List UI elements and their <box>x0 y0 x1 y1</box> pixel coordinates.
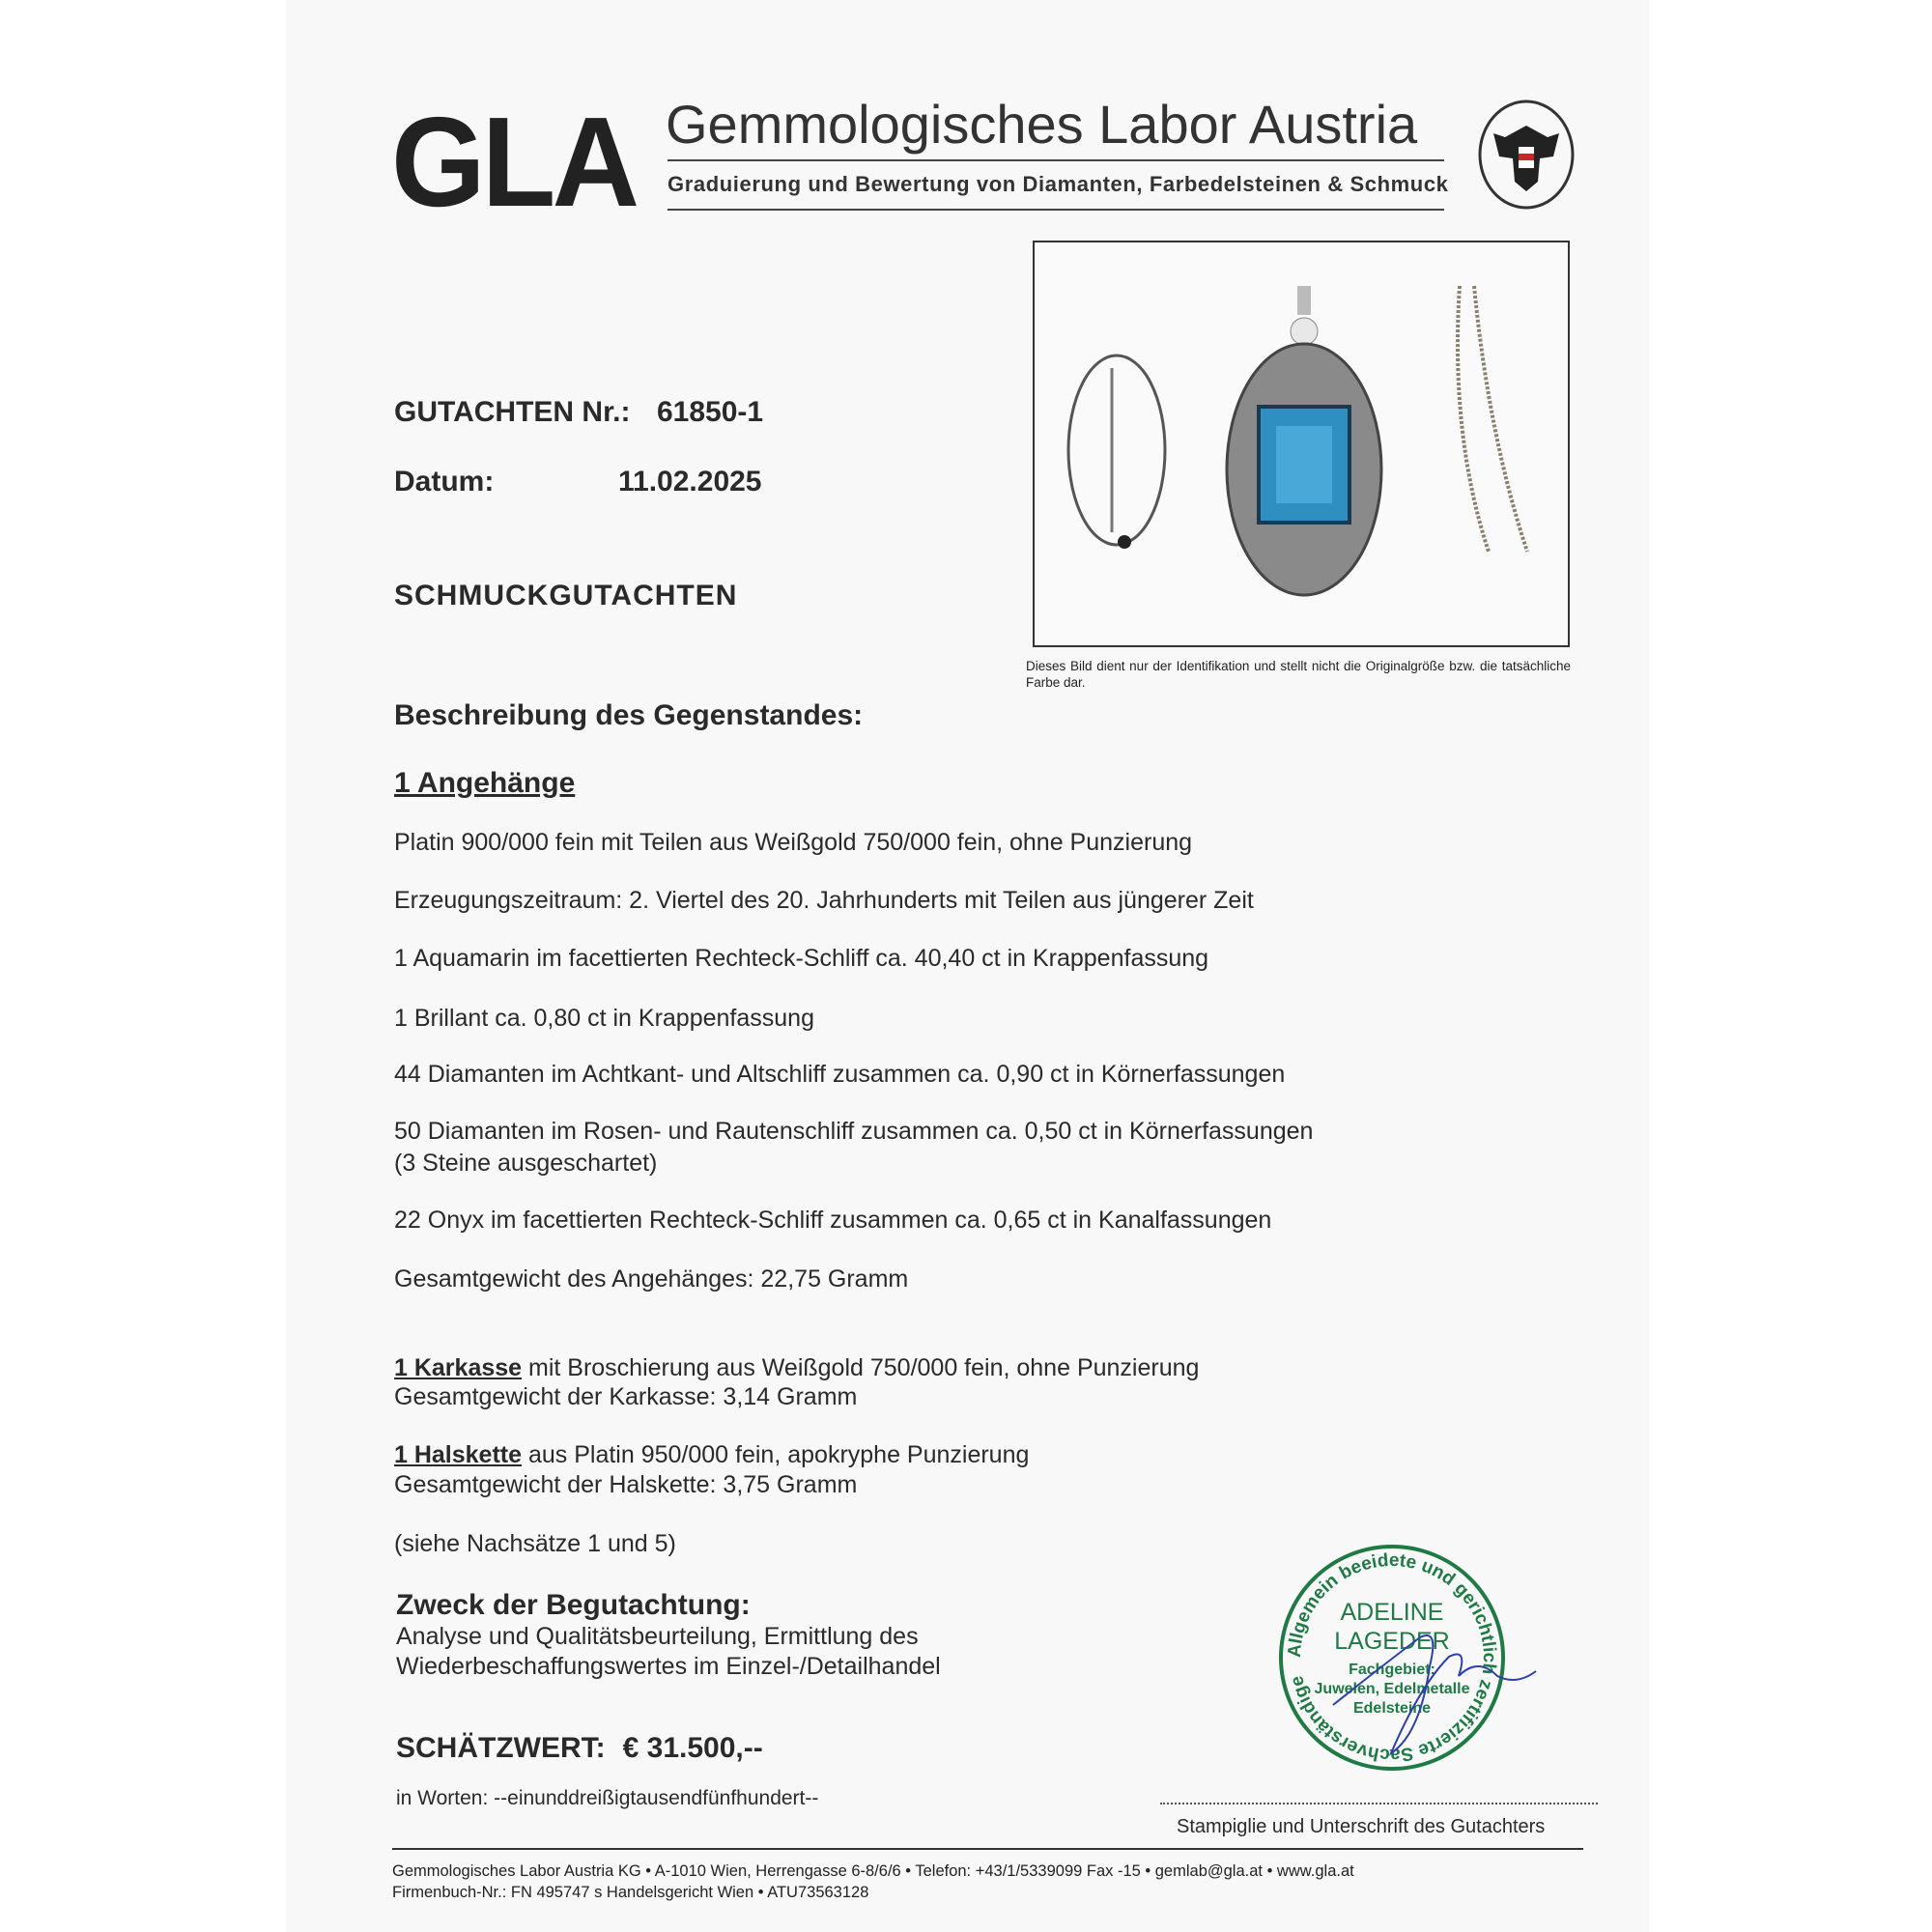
date-label: Datum: <box>394 466 495 497</box>
footer-registry: Firmenbuch-Nr.: FN 495747 s Handelsgericht Wien • ATU73563128 <box>392 1884 869 1901</box>
karkasse-text: mit Broschierung aus Weißgold 750/000 fein, ohne Punzierung <box>522 1354 1200 1381</box>
report-number: 61850-1 <box>657 396 764 428</box>
description-line: 44 Diamanten im Achtkant- und Altschliff zusammen ca. 0,90 ct in Körnerfassungen <box>394 1061 1286 1088</box>
stamp-text: Edelsteine <box>1352 1700 1432 1717</box>
karkasse-weight: Gesamtgewicht der Karkasse: 3,14 Gramm <box>394 1383 858 1410</box>
purpose-line: Wiederbeschaffungswertes im Einzel-/Detailhandel <box>396 1653 941 1680</box>
signature-line <box>1160 1803 1598 1804</box>
description-line: 50 Diamanten im Rosen- und Rautenschliff zusammen ca. 0,50 ct in Körnerfassungen <box>394 1118 1314 1145</box>
description-line: Erzeugungszeitraum: 2. Viertel des 20. Jahrhunderts mit Teilen aus jüngerer Zeit <box>394 887 1254 914</box>
description-line: 22 Onyx im facettierten Rechteck-Schliff zusammen ca. 0,65 ct in Kanalfassungen <box>394 1207 1272 1234</box>
footer-address: Gemmologisches Labor Austria KG • A-1010 Wien, Herrengasse 6-8/6/6 • Telefon: +43/1/5339099 Fax -15 • gemlab@gla.at • www.gla.at <box>392 1862 1354 1880</box>
description-line: (3 Steine ausgeschartet) <box>394 1150 658 1177</box>
signature-label: Stampiglie und Unterschrift des Gutachters <box>1177 1816 1546 1837</box>
stamp-name: LAGEDER <box>1334 1628 1450 1655</box>
description-line: Gesamtgewicht des Angehänges: 22,75 Gramm <box>394 1265 909 1293</box>
purpose-line: Analyse und Qualitätsbeurteilung, Ermittlung des <box>396 1623 919 1650</box>
description-line: 1 Aquamarin im facettierten Rechteck-Schliff ca. 40,40 ct in Krappenfassung <box>394 945 1209 972</box>
value-amount: € 31.500,-- <box>622 1732 763 1764</box>
report-number-label: GUTACHTEN Nr.: <box>394 396 631 428</box>
divider <box>668 209 1444 211</box>
jewelry-image <box>1035 242 1568 645</box>
item-photo <box>1033 241 1570 647</box>
necklace-chain <box>1458 286 1527 552</box>
photo-caption: Dieses Bild dient nur der Identifikation und stellt nicht die Originalgröße bzw. die tatsächliche Farbe dar. <box>1026 659 1571 690</box>
state-emblem-icon <box>1476 99 1577 211</box>
karkasse-title: 1 Karkasse <box>394 1354 523 1381</box>
note: (siehe Nachsätze 1 und 5) <box>394 1530 676 1557</box>
description-heading: Beschreibung des Gegenstandes: <box>394 699 864 731</box>
stamp-text: Fachgebiet: <box>1349 1662 1435 1678</box>
halskette-title: 1 Halskette <box>394 1441 523 1468</box>
stamp-text: Juwelen, Edelmetalle <box>1314 1681 1470 1697</box>
footer-divider <box>392 1848 1583 1850</box>
report-date: 11.02.2025 <box>618 466 762 497</box>
divider <box>668 159 1444 161</box>
value-label: SCHÄTZWERT: <box>396 1732 606 1764</box>
expert-stamp <box>1275 1541 1565 1782</box>
item-title: 1 Angehänge <box>394 767 576 799</box>
brooch-frame <box>1068 355 1165 545</box>
description-line: 1 Brillant ca. 0,80 ct in Krappenfassung <box>394 1005 814 1032</box>
value-in-words: in Worten: --einunddreißigtausendfünfhundert-- <box>396 1787 819 1809</box>
report-type: SCHMUCKGUTACHTEN <box>394 580 738 611</box>
stamp-name: ADELINE <box>1340 1599 1444 1626</box>
description-line: Platin 900/000 fein mit Teilen aus Weißgold 750/000 fein, ohne Punzierung <box>394 829 1193 856</box>
stamp-ring-text: Allgemein beeidete und gerichtlich zertifizierte Sachverständige <box>1284 1549 1500 1766</box>
halskette-weight: Gesamtgewicht der Halskette: 3,75 Gramm <box>394 1471 858 1498</box>
lab-name: Gemmologisches Labor Austria <box>666 94 1418 155</box>
halskette-text: aus Platin 950/000 fein, apokryphe Punzierung <box>522 1441 1030 1468</box>
purpose-heading: Zweck der Begutachtung: <box>396 1589 751 1621</box>
gla-logo: GLA <box>391 91 637 233</box>
tagline: Graduierung und Bewertung von Diamanten, Farbedelsteinen & Schmuck <box>668 172 1449 196</box>
